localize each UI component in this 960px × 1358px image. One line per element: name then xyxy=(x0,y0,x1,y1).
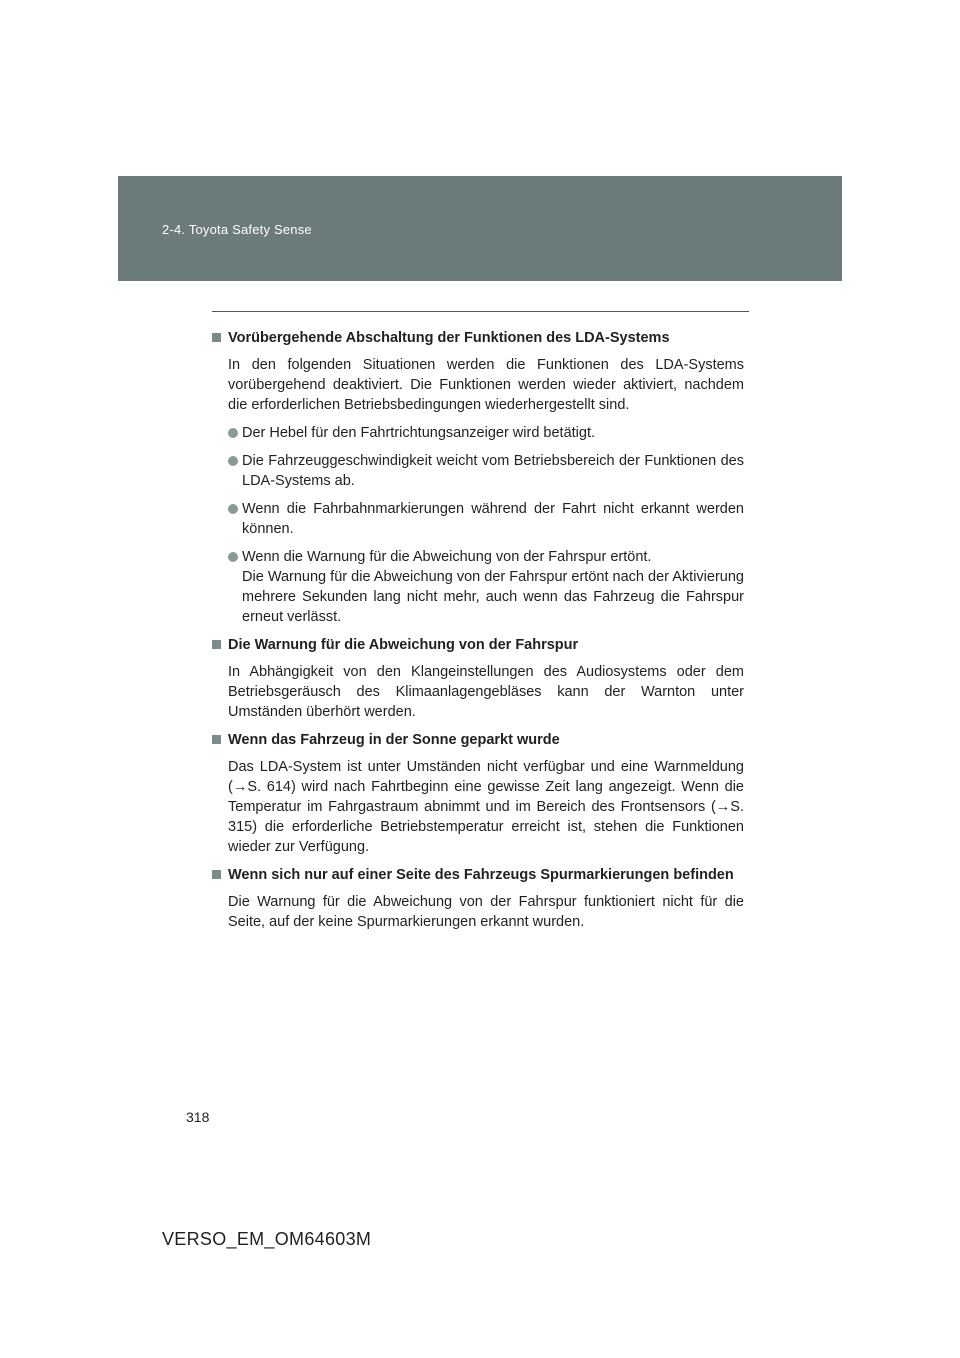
page-number: 318 xyxy=(186,1109,210,1125)
divider-rule xyxy=(212,311,749,312)
section-paragraph: Das LDA-System ist unter Umständen nicht verfügbar und eine Warnmeldung (→S. 614) wird nach Fahrtbeginn eine gewisse Zeit lang angezeigt. Wenn die Temperatur im Fahrgastraum abnimmt und im Bereich des Frontsensors (→S. 315) die erforderliche Betriebstemperatur erreicht ist, stehen die Funktionen wieder zur Verfügung. xyxy=(228,759,744,855)
list-item: Der Hebel für den Fahrtrichtungsanzeiger wird betätigt. xyxy=(228,423,744,443)
list-item: Die Fahrzeuggeschwindigkeit weicht vom Betriebsbereich der Funktionen des LDA-Systems ab. xyxy=(228,451,744,491)
round-bullet-icon xyxy=(228,504,238,514)
section-header-bar xyxy=(118,176,842,281)
section-heading: Wenn das Fahrzeug in der Sonne geparkt wurde xyxy=(212,730,744,750)
section-paragraph: In Abhängigkeit von den Klangeinstellungen des Audiosystems oder dem Betriebsgeräusch des Klimaanlagengebläses kann der Warnton unter Umständen überhört werden. xyxy=(228,664,744,720)
list-item: Wenn die Fahrbahnmarkierungen während der Fahrt nicht erkannt werden können. xyxy=(228,499,744,539)
document-id: VERSO_EM_OM64603M xyxy=(162,1229,372,1249)
section-paragraph: In den folgenden Situationen werden die Funktionen des LDA-Systems vorübergehend deaktiviert. Die Funktionen werden wieder aktiviert, nachdem die erforderlichen Betriebsbedingungen wiederhergestellt sind. xyxy=(228,357,744,413)
section-heading: Die Warnung für die Abweichung von der Fahrspur xyxy=(212,635,744,655)
list-item: Wenn die Warnung für die Abweichung von der Fahrspur ertönt. Die Warnung für die Abweichung von der Fahrspur ertönt nach der Aktivierung mehrere Sekunden lang nicht mehr, auch wenn das Fahrzeug die Fahrspur erneut verlässt. xyxy=(228,547,744,627)
section-paragraph: Die Warnung für die Abweichung von der Fahrspur funktioniert nicht für die Seite, auf der keine Spurmarkierungen erkannt wurden. xyxy=(228,894,744,930)
round-bullet-icon xyxy=(228,456,238,466)
round-bullet-icon xyxy=(228,552,238,562)
section-heading: Vorübergehende Abschaltung der Funktionen des LDA-Systems xyxy=(212,328,744,348)
square-bullet-icon xyxy=(212,333,221,342)
round-bullet-icon xyxy=(228,428,238,438)
section-heading: Wenn sich nur auf einer Seite des Fahrzeugs Spurmarkierungen befinden xyxy=(212,865,744,885)
square-bullet-icon xyxy=(212,870,221,879)
list-item-note: Die Warnung für die Abweichung von der Fahrspur ertönt nach der Aktivierung mehrere Sekunden lang nicht mehr, auch wenn das Fahrzeug die Fahrspur erneut verlässt. xyxy=(242,569,744,625)
section-title: 2-4. Toyota Safety Sense xyxy=(162,222,312,237)
square-bullet-icon xyxy=(212,735,221,744)
square-bullet-icon xyxy=(212,640,221,649)
page-content xyxy=(212,328,744,940)
